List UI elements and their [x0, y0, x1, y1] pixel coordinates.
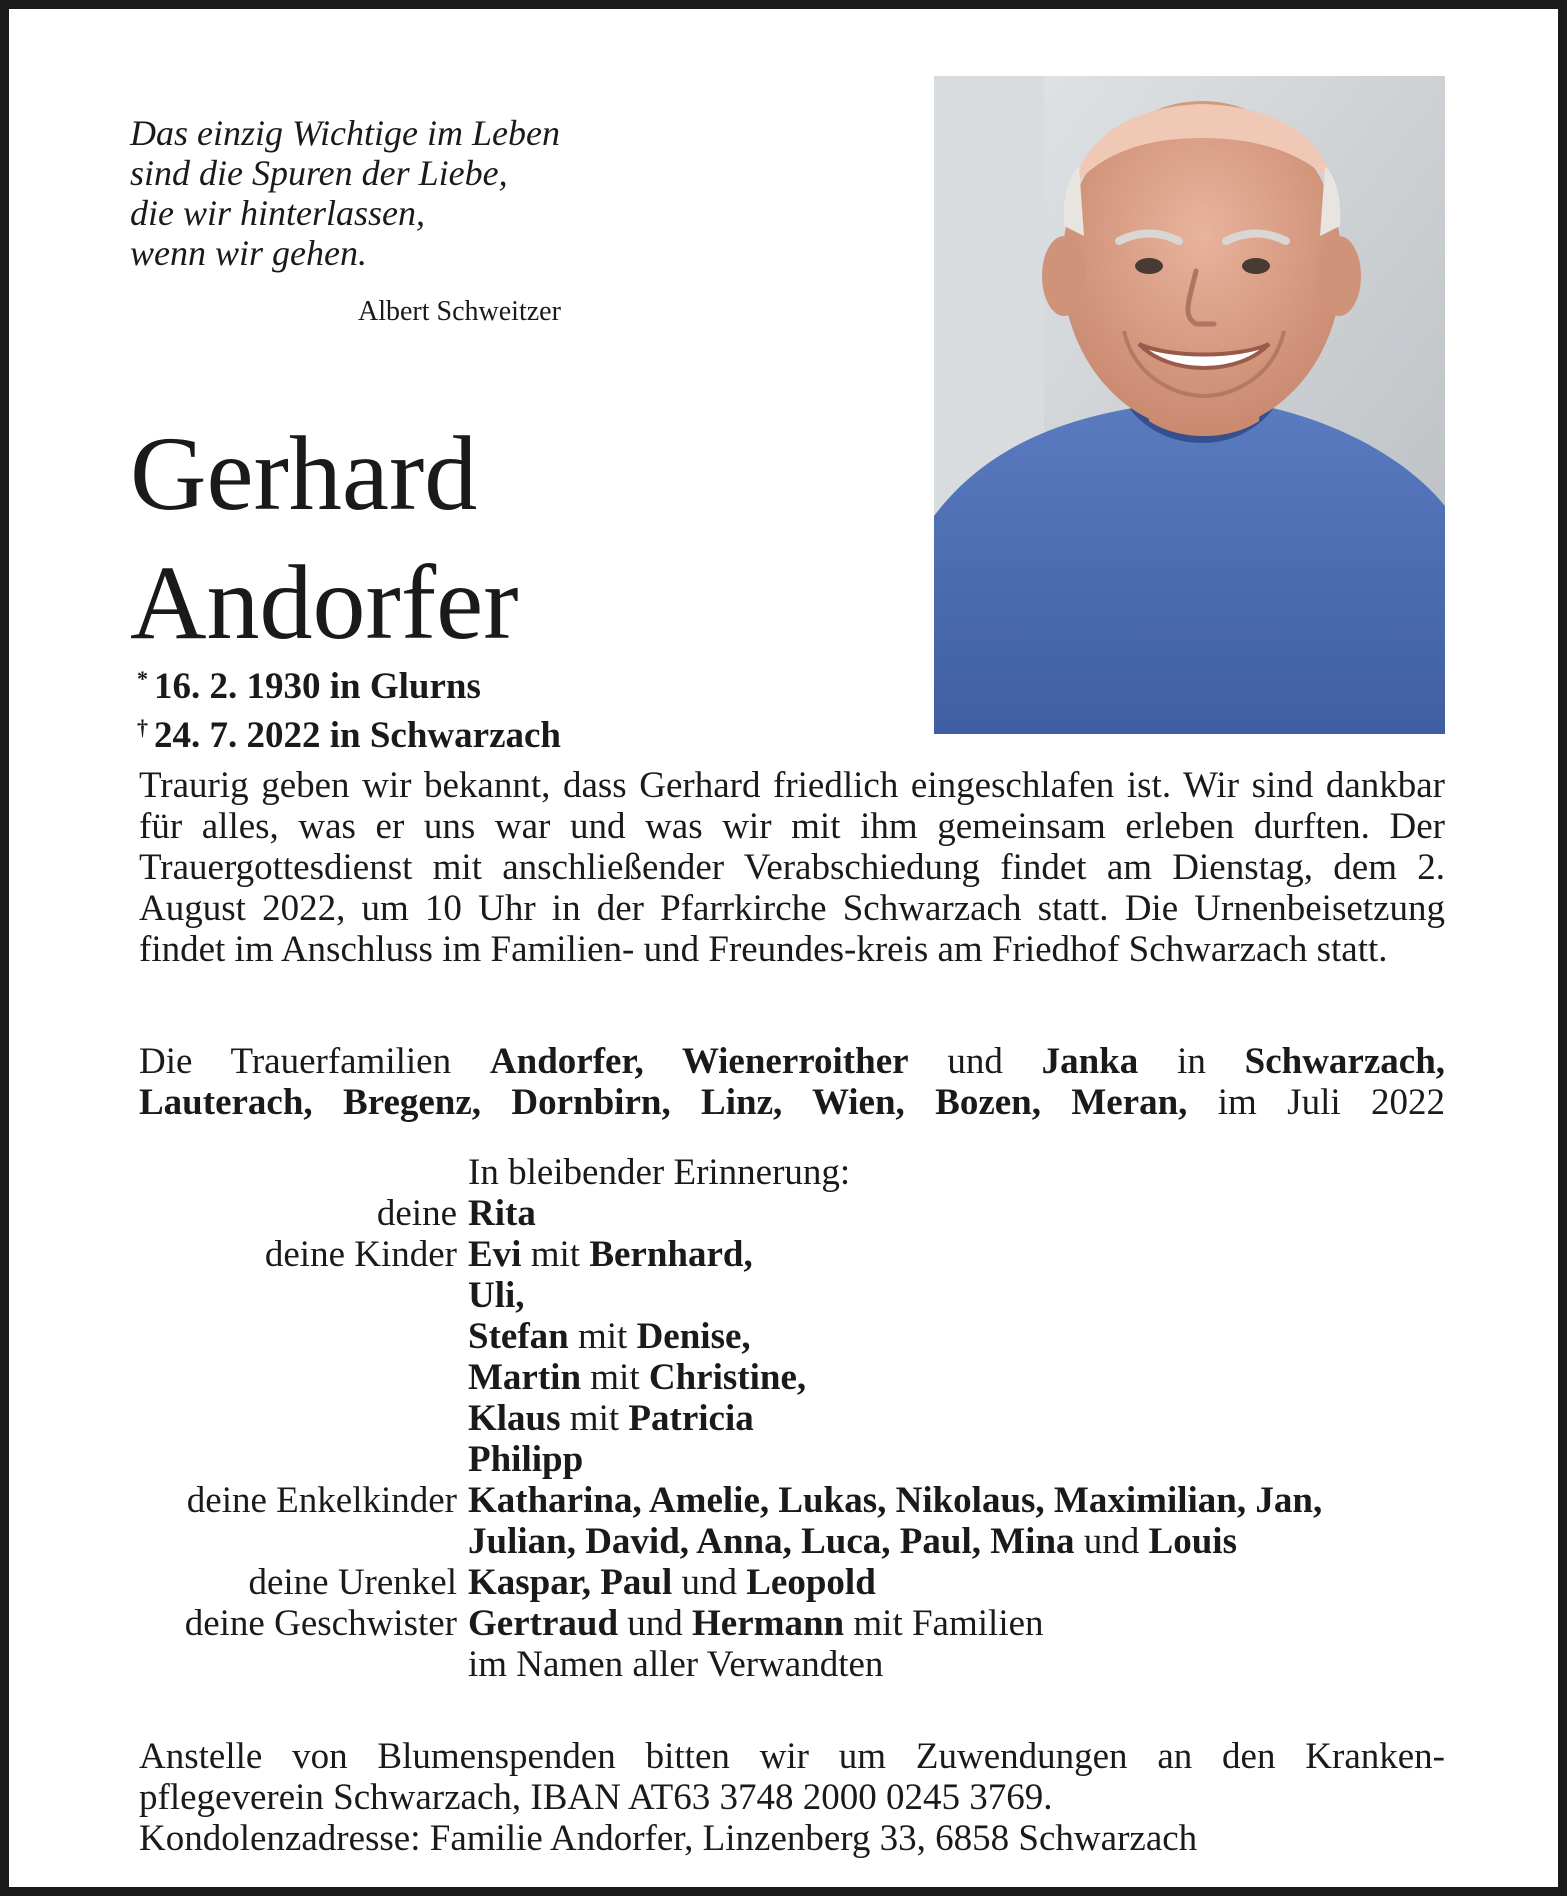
- quote-line: sind die Spuren der Liebe,: [130, 153, 508, 193]
- relation-label: deine Kinder: [264, 1234, 457, 1275]
- relation-label: deine Enkelkinder: [186, 1480, 457, 1521]
- relation-names: [468, 1275, 525, 1316]
- conjunction: mit: [569, 1398, 620, 1439]
- conjunction: mit: [590, 1357, 640, 1398]
- announcement-text: Traurig geben wir bekannt, dass Gerhard friedlich eingeschlafen ist. Wir sind dankbar für alles, was er uns war und was wir mit ihm gemeinsam erleben durften. Der Trauergottesdienst mit anschließender Verabschiedung findet am Dienstag, dem 2. August 2022, um 10 Uhr in der Pfarrkirche Schwarzach statt. Die Urnenbeisetzung findet im Anschluss im Familien- und Freundes-kreis am Friedhof Schwarzach statt.: [139, 765, 1445, 970]
- birth-text: 16. 2. 1930 in Glurns: [154, 666, 481, 707]
- birth-date: [137, 658, 561, 707]
- relatives-list: [9, 1193, 1567, 1685]
- relative-name: Philipp: [468, 1439, 584, 1480]
- life-dates: [137, 658, 561, 756]
- relative-name: Denise,: [636, 1316, 751, 1357]
- families-line: [139, 1041, 1445, 1082]
- relation-label: deine Urenkel: [248, 1562, 457, 1603]
- birth-symbol: *: [137, 666, 148, 691]
- relative-name: Christine,: [648, 1357, 807, 1398]
- relative-name: Evi: [468, 1234, 522, 1275]
- relative-name: Bernhard,: [589, 1234, 753, 1275]
- quote-line: wenn wir gehen.: [130, 233, 367, 273]
- relative-name: Patricia: [628, 1398, 754, 1439]
- relatives-row: [9, 1275, 1567, 1316]
- portrait-photo: [934, 76, 1445, 734]
- relation-names: [468, 1603, 1044, 1644]
- closing-notes: [139, 1736, 1445, 1859]
- conjunction: und: [947, 1041, 1003, 1082]
- relative-name: Gertraud: [468, 1603, 619, 1644]
- quote-line: Das einzig Wichtige im Leben: [130, 113, 560, 153]
- death-date: [137, 707, 561, 756]
- relative-name: Kaspar, Paul: [468, 1562, 673, 1603]
- donation-line: pflegeverein Schwarzach, IBAN AT63 3748 2000 0245 3769.: [139, 1777, 1053, 1818]
- donation-line: Anstelle von Blumenspenden bitten wir um Zuwendungen an den Kranken-: [139, 1736, 1445, 1777]
- relation-names: [468, 1316, 751, 1357]
- first-name: Gerhard: [130, 415, 478, 532]
- relation-label: deine Geschwister: [184, 1603, 457, 1644]
- relatives-row: [9, 1316, 1567, 1357]
- quote-author: Albert Schweitzer: [358, 296, 561, 327]
- families-date: im Juli 2022: [1217, 1082, 1445, 1123]
- quote: [130, 113, 650, 273]
- relation-names: [468, 1521, 1237, 1562]
- relative-name: Julian, David, Anna, Luca, Paul, Mina: [468, 1521, 1075, 1562]
- conjunction: und: [681, 1562, 737, 1603]
- relatives-row: [9, 1234, 1567, 1275]
- relative-name: Uli,: [468, 1275, 525, 1316]
- relative-name: Klaus: [468, 1398, 561, 1439]
- relation-names: [468, 1398, 754, 1439]
- relation-names: im Namen aller Verwandten: [468, 1644, 884, 1685]
- family-name: Janka: [1041, 1041, 1139, 1082]
- quote-line: die wir hinterlassen,: [130, 193, 425, 233]
- death-text: 24. 7. 2022 in Schwarzach: [154, 715, 561, 756]
- conjunction: mit: [530, 1234, 581, 1275]
- condolence-address: Kondolenzadresse: Familie Andorfer, Linzenberg 33, 6858 Schwarzach: [139, 1818, 1198, 1859]
- relatives-row: [9, 1644, 1567, 1685]
- relatives-row: [9, 1398, 1567, 1439]
- relation-suffix: mit Familien: [853, 1603, 1044, 1644]
- relatives-row: [9, 1521, 1567, 1562]
- relation-names: [468, 1193, 536, 1234]
- relative-name: Katharina, Amelie, Lukas, Nikolaus, Maximilian, Jan,: [468, 1480, 1323, 1521]
- relatives-row: [9, 1439, 1567, 1480]
- relatives-row: [9, 1603, 1567, 1644]
- last-name: Andorfer: [130, 544, 519, 661]
- deceased-name: [130, 409, 519, 667]
- death-symbol: †: [137, 715, 148, 740]
- relatives-row: [9, 1193, 1567, 1234]
- relatives-row: [9, 1480, 1567, 1521]
- relatives-row: [9, 1562, 1567, 1603]
- portrait-illustration: [934, 76, 1445, 734]
- families-intro: Die Trauerfamilien: [139, 1041, 452, 1082]
- preposition: in: [1177, 1041, 1206, 1082]
- relation-names: [468, 1480, 1322, 1521]
- relation-names: [468, 1357, 806, 1398]
- relation-names: [468, 1439, 583, 1480]
- relation-names: [468, 1562, 876, 1603]
- memory-heading: In bleibender Erinnerung:: [468, 1152, 851, 1193]
- conjunction: und: [627, 1603, 683, 1644]
- relative-name: Martin: [468, 1357, 582, 1398]
- relative-name: Leopold: [746, 1562, 876, 1603]
- relatives-row: [9, 1357, 1567, 1398]
- family-names: Andorfer, Wienerroither: [489, 1041, 909, 1082]
- relation-label: deine: [376, 1193, 457, 1234]
- place: Schwarzach,: [1244, 1041, 1446, 1082]
- conjunction: und: [1083, 1521, 1140, 1562]
- conjunction: mit: [577, 1316, 628, 1357]
- families-line: [139, 1082, 1445, 1123]
- places: Lauterach, Bregenz, Dornbirn, Linz, Wien, Bozen, Meran,: [139, 1082, 1188, 1123]
- relative-name: Hermann: [692, 1603, 845, 1644]
- relation-names: [468, 1234, 753, 1275]
- mourning-families: [139, 1041, 1445, 1123]
- relative-name: Stefan: [468, 1316, 569, 1357]
- relative-name: Louis: [1148, 1521, 1237, 1562]
- relative-name: Rita: [468, 1193, 536, 1234]
